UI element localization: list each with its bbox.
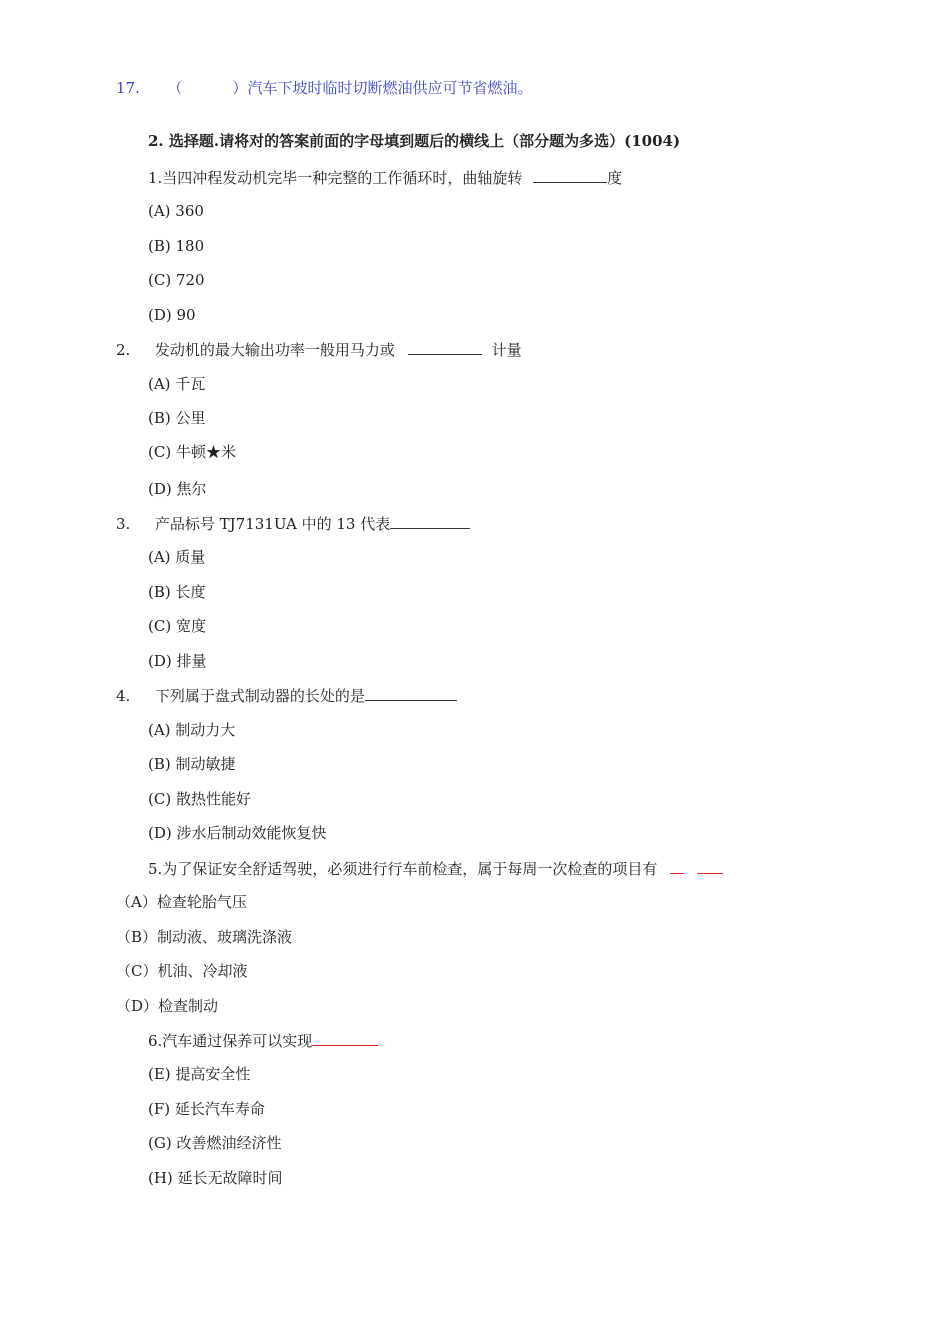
option-f: (F) 延长汽车寿命 [148, 1100, 265, 1118]
question-number: 4. [116, 687, 131, 705]
question-17 [116, 78, 532, 98]
option-c: （C）机油、冷却液 [116, 962, 248, 980]
question-1 [148, 167, 622, 188]
answer-blank[interactable] [390, 513, 470, 529]
question-number: 2. [116, 341, 131, 359]
option-c: (C) 720 [148, 271, 205, 289]
section-title: 2. 选择题.请将对的答案前面的字母填到题后的横线上（部分题为多选）(1004) [148, 132, 681, 150]
option-d: （D）检查制动 [116, 997, 219, 1015]
option-b: (B) 制动敏捷 [148, 755, 236, 773]
option-b: (B) 180 [148, 237, 205, 255]
option-d: (D) 涉水后制动效能恢复快 [148, 824, 327, 842]
question-text: 汽车下坡时临时切断燃油供应可节省燃油。 [247, 79, 533, 97]
question-4 [116, 685, 457, 706]
option-d: (D) 焦尔 [148, 480, 207, 498]
question-text: 发动机的最大输出功率一般用马力或 [154, 341, 395, 359]
option-c: (C) 散热性能好 [148, 790, 251, 808]
answer-blank[interactable] [670, 858, 684, 874]
question-text: 5.为了保证安全舒适驾驶，必须进行行车前检查，属于每周一次检查的项目有 [148, 860, 658, 878]
question-suffix: 度 [607, 169, 623, 187]
option-a: (A) 千瓦 [148, 375, 206, 393]
question-text: 下列属于盘式制动器的长处的是 [154, 687, 365, 705]
question-suffix: 计量 [491, 341, 522, 359]
question-3 [116, 513, 470, 534]
option-a: (A) 360 [148, 202, 204, 220]
question-number: 17. [116, 79, 140, 97]
question-text: 1.当四冲程发动机完毕一种完整的工作循环时，曲轴旋转 [148, 169, 523, 187]
answer-blank[interactable] [365, 685, 457, 701]
question-number: 3. [116, 515, 131, 533]
answer-blank[interactable] [408, 339, 482, 355]
question-text: 产品标号 TJ7131UA 中的 13 代表 [154, 515, 391, 533]
question-6 [148, 1030, 378, 1051]
option-c: (C) 宽度 [148, 617, 206, 635]
question-5 [148, 858, 723, 879]
answer-paren-open: （ [167, 79, 183, 97]
answer-blank[interactable] [533, 167, 607, 183]
option-c: (C) 牛顿★米 [148, 443, 236, 461]
answer-paren-close: ） [232, 79, 248, 97]
question-2 [116, 339, 522, 360]
option-a: (A) 制动力大 [148, 721, 236, 739]
option-d: (D) 排量 [148, 652, 207, 670]
option-g: (G) 改善燃油经济性 [148, 1134, 282, 1152]
option-b: (B) 长度 [148, 583, 206, 601]
question-text: 6.汽车通过保养可以实现 [148, 1032, 313, 1050]
answer-blank[interactable] [312, 1030, 378, 1046]
option-h: (H) 延长无故障时间 [148, 1169, 283, 1187]
option-a: （A）检查轮胎气压 [116, 893, 247, 911]
option-a: (A) 质量 [148, 548, 206, 566]
option-e: (E) 提高安全性 [148, 1065, 251, 1083]
answer-blank[interactable] [697, 858, 723, 874]
option-b: （B）制动液、玻璃洗涤液 [116, 928, 293, 946]
option-d: (D) 90 [148, 306, 196, 324]
option-b: (B) 公里 [148, 409, 206, 427]
